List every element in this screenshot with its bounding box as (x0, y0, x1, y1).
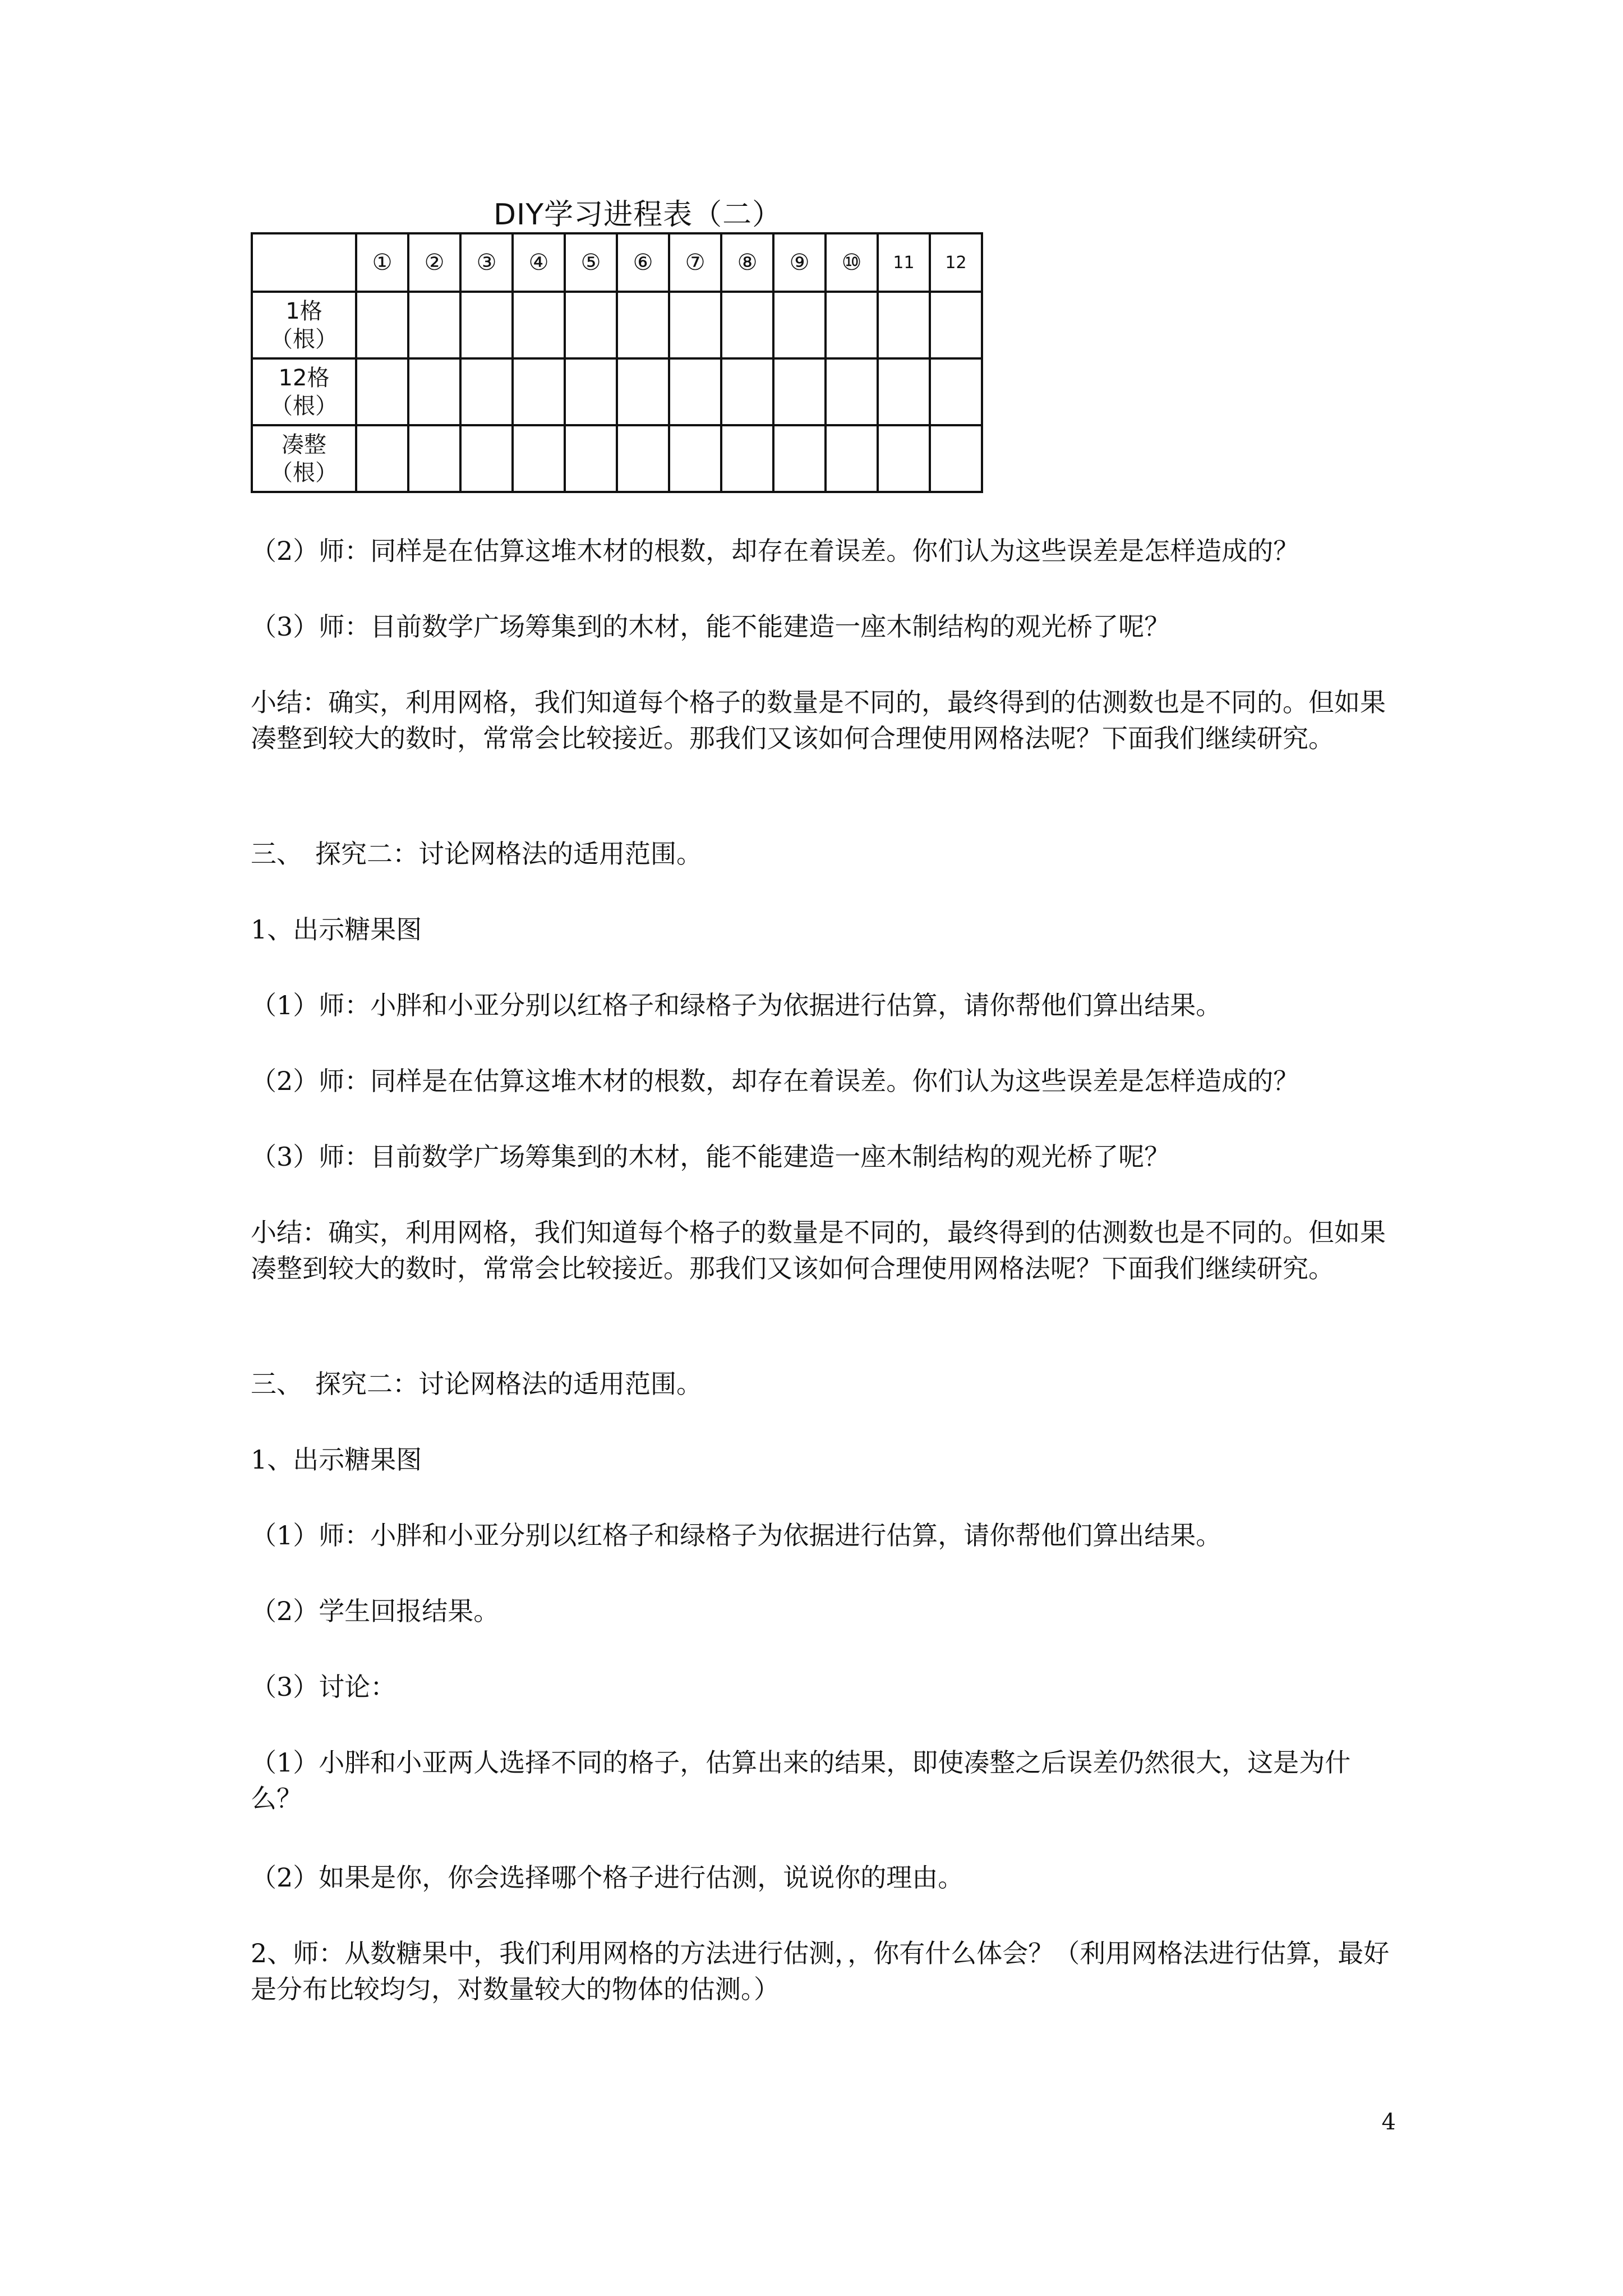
table-corner-cell (252, 233, 356, 292)
column-header: ① (356, 233, 408, 292)
empty-cell (356, 358, 408, 425)
paragraph: （1）师：小胖和小亚分别以红格子和绿格子为依据进行估算，请你帮他们算出结果。 (251, 1520, 1222, 1550)
empty-cell (565, 425, 617, 492)
empty-cell (356, 425, 408, 492)
row-label: 1格 （根） (252, 292, 356, 358)
table-title: DIY学习进程表（二） (494, 198, 782, 232)
paragraph: 2、师：从数糖果中，我们利用网格的方法进行估测，，你有什么体会？（利用网格法进行估算，最好是分布比较均匀，对数量较大的物体的估测。） (251, 1938, 1390, 2004)
empty-cell (721, 292, 773, 358)
empty-cell (460, 358, 513, 425)
paragraph: （3）师：目前数学广场筹集到的木材，能不能建造一座木制结构的观光桥了呢？ (251, 611, 1170, 642)
paragraph: （3）讨论： (251, 1672, 396, 1702)
empty-cell (826, 358, 878, 425)
empty-cell (513, 292, 565, 358)
paragraph: （2）师：同样是在估算这堆木材的根数，却存在着误差。你们认为这些误差是怎样造成的？ (251, 536, 1299, 566)
empty-cell (513, 358, 565, 425)
row-label: 凑整 （根） (252, 425, 356, 492)
column-header: ③ (460, 233, 513, 292)
paragraph: 1、出示糖果图 (251, 914, 422, 945)
section-heading: 三、 探究二：讨论网格法的适用范围。 (251, 839, 702, 869)
empty-cell (408, 358, 460, 425)
empty-cell (773, 292, 826, 358)
empty-cell (826, 292, 878, 358)
table-header-row (252, 233, 982, 292)
empty-cell (617, 358, 669, 425)
paragraph: （1）小胖和小亚两人选择不同的格子，估算出来的结果，即使凑整之后误差仍然很大，这是为什么？ (251, 1747, 1351, 1814)
empty-cell (669, 358, 721, 425)
paragraph: （2）如果是你，你会选择哪个格子进行估测，说说你的理由。 (251, 1862, 964, 1893)
empty-cell (460, 425, 513, 492)
empty-cell (826, 425, 878, 492)
column-header: ⑨ (773, 233, 826, 292)
column-header: ② (408, 233, 460, 292)
section-heading: 三、 探究二：讨论网格法的适用范围。 (251, 1369, 702, 1399)
empty-cell (930, 425, 982, 492)
column-header: ⑤ (565, 233, 617, 292)
paragraph: （2）师：同样是在估算这堆木材的根数，却存在着误差。你们认为这些误差是怎样造成的？ (251, 1066, 1299, 1096)
empty-cell (930, 292, 982, 358)
progress-table (251, 232, 983, 493)
page-number: 4 (1381, 2109, 1396, 2135)
empty-cell (721, 358, 773, 425)
column-header: ⑥ (617, 233, 669, 292)
empty-cell (513, 425, 565, 492)
row-label: 12格 （根） (252, 358, 356, 425)
empty-cell (565, 292, 617, 358)
empty-cell (669, 292, 721, 358)
paragraph: （3）师：目前数学广场筹集到的木材，能不能建造一座木制结构的观光桥了呢？ (251, 1142, 1170, 1172)
column-header: 11 (878, 233, 930, 292)
empty-cell (356, 292, 408, 358)
paragraph: （2）学生回报结果。 (251, 1596, 500, 1626)
column-header: 12 (930, 233, 982, 292)
paragraph: 1、出示糖果图 (251, 1444, 422, 1475)
table-row (252, 292, 982, 358)
column-header: ⑩ (826, 233, 878, 292)
empty-cell (930, 358, 982, 425)
column-header: ⑦ (669, 233, 721, 292)
empty-cell (460, 292, 513, 358)
paragraph: 小结：确实，利用网格，我们知道每个格子的数量是不同的，最终得到的估测数也是不同的。但如果凑整到较大的数时，常常会比较接近。那我们又该如何合理使用网格法呢？下面我们继续研究。 (251, 687, 1386, 753)
empty-cell (878, 425, 930, 492)
empty-cell (408, 425, 460, 492)
empty-cell (878, 358, 930, 425)
table-row (252, 358, 982, 425)
empty-cell (773, 425, 826, 492)
column-header: ⑧ (721, 233, 773, 292)
column-header: ④ (513, 233, 565, 292)
paragraph: 小结：确实，利用网格，我们知道每个格子的数量是不同的，最终得到的估测数也是不同的。但如果凑整到较大的数时，常常会比较接近。那我们又该如何合理使用网格法呢？下面我们继续研究。 (251, 1217, 1386, 1283)
empty-cell (565, 358, 617, 425)
empty-cell (721, 425, 773, 492)
empty-cell (669, 425, 721, 492)
empty-cell (617, 292, 669, 358)
empty-cell (878, 292, 930, 358)
empty-cell (617, 425, 669, 492)
table-row (252, 425, 982, 492)
paragraph: （1）师：小胖和小亚分别以红格子和绿格子为依据进行估算，请你帮他们算出结果。 (251, 990, 1222, 1020)
empty-cell (408, 292, 460, 358)
empty-cell (773, 358, 826, 425)
